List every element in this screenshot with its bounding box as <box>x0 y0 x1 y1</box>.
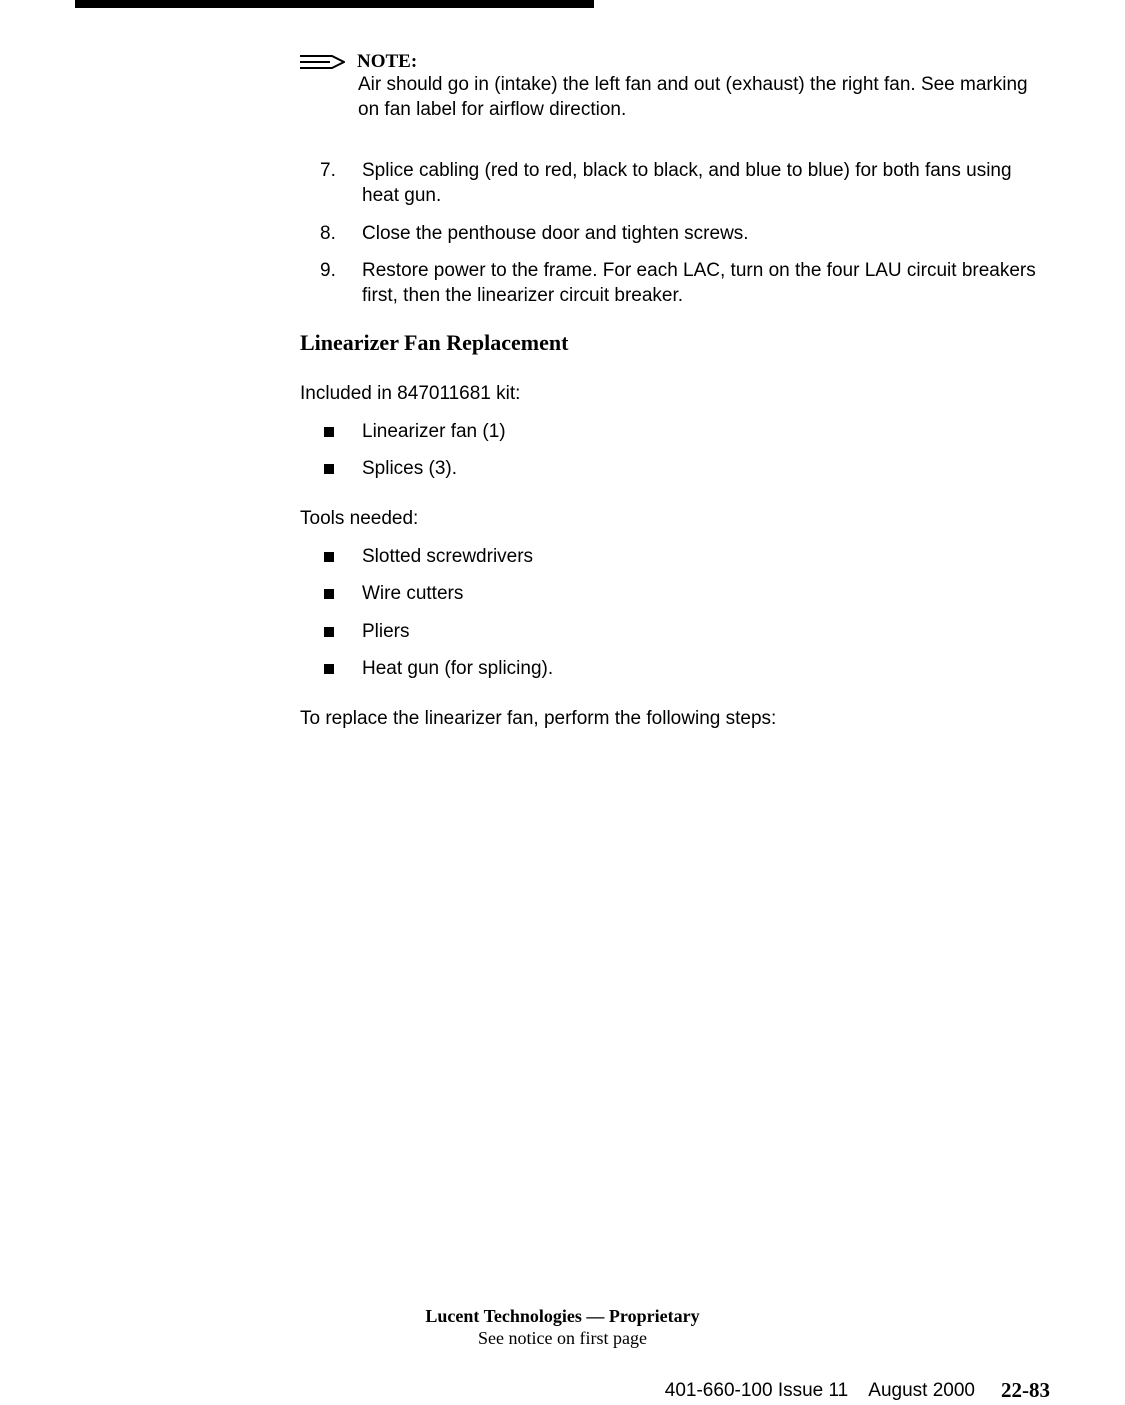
included-intro: Included in 847011681 kit: <box>300 383 521 404</box>
step-number: 8. <box>320 223 336 244</box>
note-arrow-icon <box>299 54 345 70</box>
footer-company: Lucent Technologies — Proprietary <box>425 1306 700 1326</box>
bullet-square-icon <box>324 627 334 637</box>
step-number: 9. <box>320 260 336 281</box>
item-text: Splices (3). <box>362 458 458 479</box>
item-text: Linearizer fan (1) <box>362 421 506 442</box>
footer-notice: See notice on first page <box>478 1328 647 1348</box>
header-rule <box>75 0 594 8</box>
step-number: 7. <box>320 160 336 181</box>
note-text: Air should go in (intake) the left fan and out (exhaust) the right fan. See marking on fan label for airflow direction. <box>358 74 1028 120</box>
step-text: Close the penthouse door and tighten screws. <box>362 223 749 244</box>
note-label: NOTE: <box>357 51 418 72</box>
page-number: 22-83 <box>1001 1378 1050 1402</box>
item-text: Wire cutters <box>362 583 464 604</box>
bullet-square-icon <box>324 427 334 437</box>
tools-intro: Tools needed: <box>300 508 419 529</box>
step-text: Restore power to the frame. For each LAC, turn on the four LAU circuit breakers first, then the linearizer circuit breaker. <box>362 260 1036 306</box>
footer-doc-info: 401-660-100 Issue 11 August 2000 <box>664 1380 975 1401</box>
item-text: Pliers <box>362 621 410 642</box>
bullet-square-icon <box>324 589 334 599</box>
step-text: Splice cabling (red to red, black to black, and blue to blue) for both fans using heat gun. <box>362 160 1012 206</box>
item-text: Slotted screwdrivers <box>362 546 534 567</box>
item-text: Heat gun (for splicing). <box>362 658 554 679</box>
bullet-square-icon <box>324 552 334 562</box>
closing-paragraph: To replace the linearizer fan, perform the following steps: <box>300 708 777 729</box>
section-heading: Linearizer Fan Replacement <box>300 330 569 355</box>
bullet-square-icon <box>324 464 334 474</box>
bullet-square-icon <box>324 664 334 674</box>
